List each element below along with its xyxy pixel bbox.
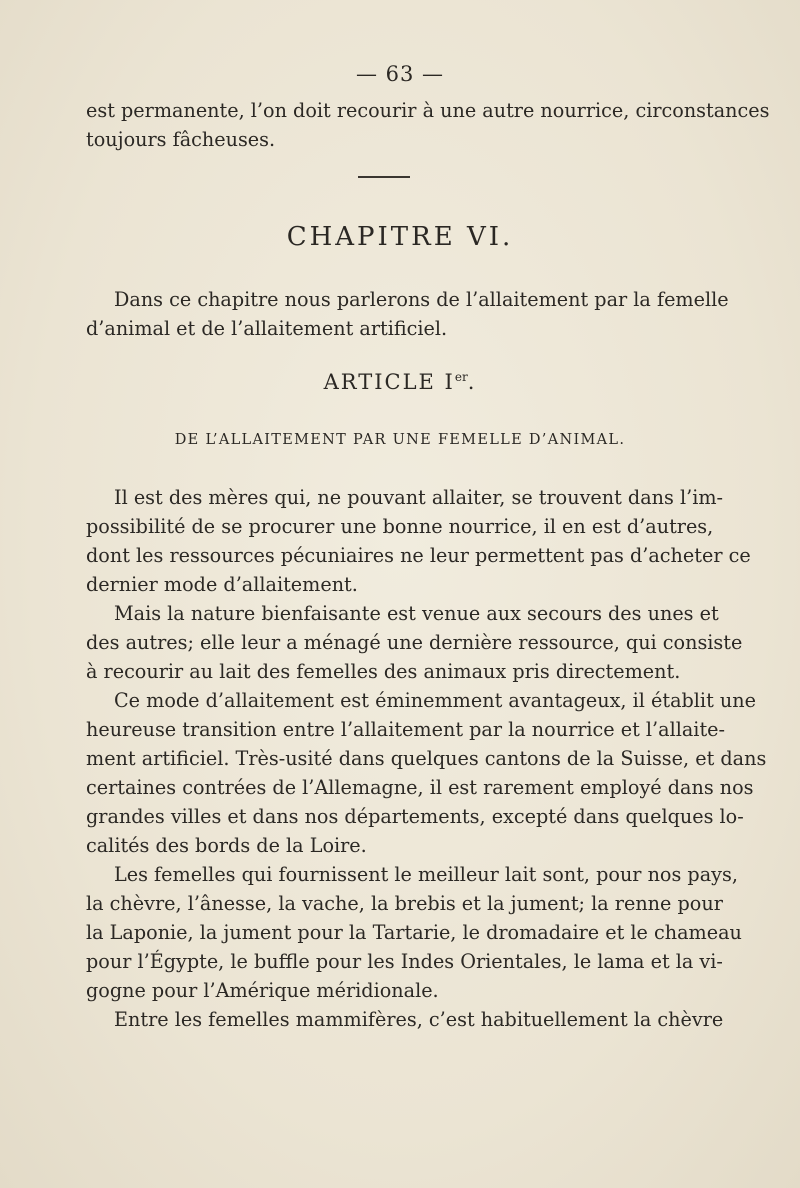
separator-rule [358,176,410,178]
text-line: gogne pour l’Amérique méridionale. [86,979,439,1002]
text-line: Il est des mères qui, ne pouvant allaiter, se trouvent dans l’im- [114,486,724,509]
text-line: dont les ressources pécuniaires ne leur permettent pas d’acheter ce [86,544,751,567]
text-line: la Laponie, la jument pour la Tartarie, le dromadaire et le chameau [86,921,742,944]
text-line: grandes villes et dans nos départements, excepté dans quelques lo- [86,805,744,828]
article-subtitle: DE L’ALLAITEMENT PAR UNE FEMELLE D’ANIMAL. [174,432,626,448]
article-title-text: ARTICLE I [323,370,455,394]
text-line: Ce mode d’allaitement est éminemment avantageux, il établit une [114,689,756,712]
text-line: Les femelles qui fournissent le meilleur lait sont, pour nos pays, [114,863,738,886]
text-line: Dans ce chapitre nous parlerons de l’allaitement par la femelle [114,288,729,311]
text-line: Entre les femelles mammifères, c’est habituellement la chèvre [114,1008,724,1031]
text-line: des autres; elle leur a ménagé une dernière ressource, qui consiste [86,631,743,654]
text-line: pour l’Égypte, le buffle pour les Indes Orientales, le lama et la vi- [86,950,723,973]
text-line: d’animal et de l’allaitement artificiel. [86,317,448,340]
chapter-title: CHAPITRE VI. [286,222,514,252]
chapter-intro-paragraph [86,285,729,343]
text-line: certaines contrées de l’Allemagne, il est rarement employé dans nos [86,776,754,799]
text-line: ment artificiel. Très-usité dans quelques cantons de la Suisse, et dans [86,747,767,770]
article-title-sup: er [454,370,468,384]
article-body [86,483,767,1034]
article-title-end: . [467,370,477,394]
text-line: la chèvre, l’ânesse, la vache, la brebis et la jument; la renne pour [86,892,723,915]
intro-paragraph [86,96,770,154]
article-title [0,370,800,394]
text-line: calités des bords de la Loire. [86,834,367,857]
text-line: toujours fâcheuses. [86,128,276,151]
text-line: heureuse transition entre l’allaitement par la nourrice et l’allaite- [86,718,725,741]
page-number: — 63 — [355,62,445,86]
text-line: dernier mode d’allaitement. [86,573,358,596]
text-line: à recourir au lait des femelles des animaux pris directement. [86,660,681,683]
text-line: possibilité de se procurer une bonne nourrice, il en est d’autres, [86,515,714,538]
text-line: Mais la nature bienfaisante est venue aux secours des unes et [114,602,719,625]
text-line: est permanente, l’on doit recourir à une autre nourrice, circonstances [86,99,770,122]
